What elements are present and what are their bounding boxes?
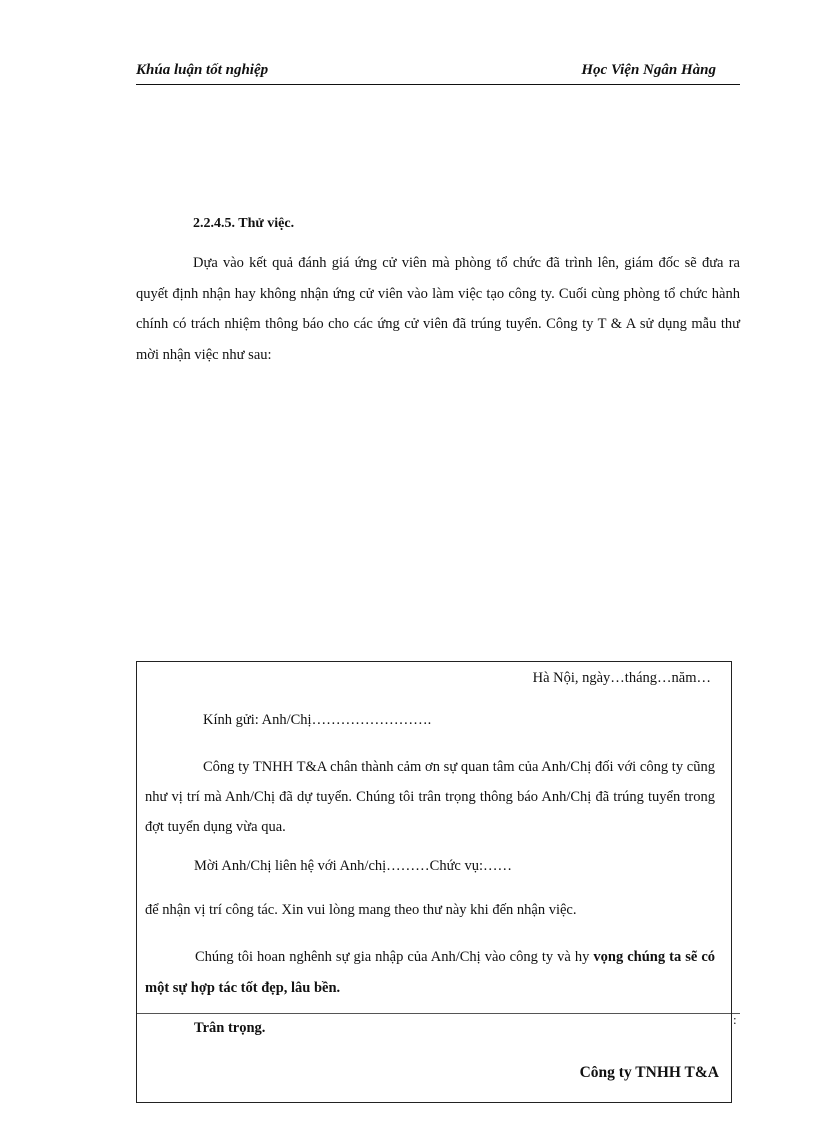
letter-date: Hà Nội, ngày…tháng…năm… [532, 670, 711, 686]
page-header [136, 60, 740, 85]
letter-regards: Trân trọng. [194, 1020, 266, 1036]
letter-contact: Mời Anh/Chị liên hệ với Anh/chị………Chức vụ:…… [194, 858, 513, 874]
letter-body: Công ty TNHH T&A chân thành cảm ơn sự quan tâm của Anh/Chị đối với công ty cũng như vị trí mà Anh/Chị đã dự tuyển. Chúng tôi trân trọng thông báo Anh/Chị đã trúng tuyển trong đợt tuyển dụng vừa qua. [145, 759, 715, 835]
letter-receive: để nhận vị trí công tác. Xin vui lòng mang theo thư này khi đến nhận việc. [145, 902, 577, 918]
letter-welcome-bold: vọng chúng ta sẽ có một sự hợp tác tốt đẹp, lâu bền. [145, 949, 716, 996]
offer-letter-box [136, 661, 732, 1103]
letter-greeting: Kính gửi: Anh/Chị……………………. [203, 712, 432, 728]
section-title: 2.2.4.5. Thử việc. [193, 216, 295, 231]
letter-company-signature: Công ty TNHH T&A [579, 1064, 719, 1081]
letter-welcome [145, 942, 715, 1004]
section-paragraph: Dựa vào kết quả đánh giá ứng cử viên mà phòng tổ chức đã trình lên, giám đốc sẽ đưa ra quyết định nhận hay không nhận ứng cử viên vào làm việc tạo công ty. Cuối cùng phòng tổ chức hành chính có trách nhiệm thông báo cho các ứng cử viên đã trúng tuyển. Công ty T & A sử dụng mẫu thư mời nhận việc như sau: [136, 255, 740, 363]
header-institution: Học Viện Ngân Hàng [581, 62, 716, 78]
letter-welcome-normal: Chúng tôi hoan nghênh sự gia nhập của Anh/Chị vào công ty và hy [195, 949, 590, 965]
header-thesis-title: Khúa luận tốt nghiệp [136, 62, 269, 78]
stray-mark: : [733, 1012, 737, 1027]
